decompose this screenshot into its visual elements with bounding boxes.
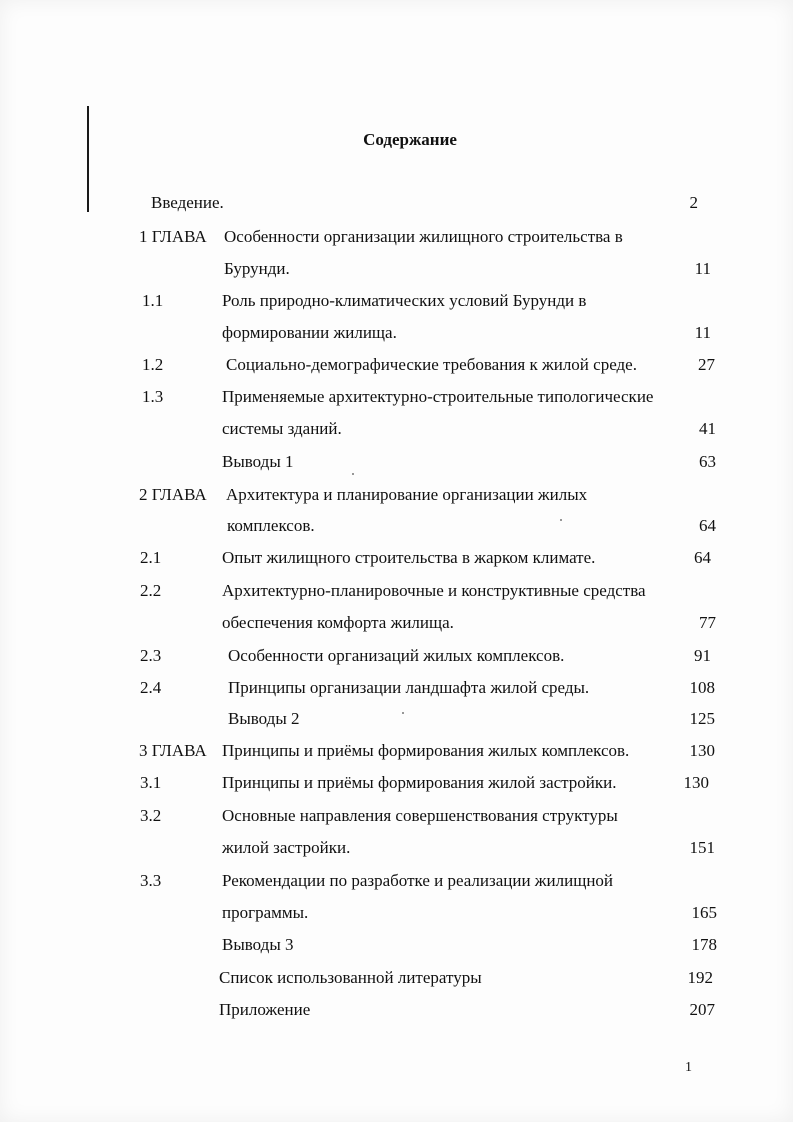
toc-entry — [0, 190, 793, 216]
toc-entry-page: 125 — [689, 709, 715, 728]
toc-entry — [0, 675, 793, 701]
toc-entry-title: формировании жилища. — [222, 323, 397, 342]
toc-entry-number: 2.1 — [140, 548, 162, 567]
toc-entry — [0, 610, 793, 636]
toc-entry — [0, 643, 793, 669]
toc-entry-page: 27 — [698, 355, 715, 374]
toc-entry-page: 151 — [689, 838, 715, 857]
toc-entry-page: 11 — [694, 259, 711, 278]
toc-entry-title: Выводы 1 — [222, 452, 294, 471]
toc-entry-title: Приложение — [219, 1000, 311, 1019]
toc-entry — [0, 803, 793, 829]
toc-entry — [0, 224, 793, 250]
toc-entry — [0, 416, 793, 442]
toc-entry-title: Особенности организаций жилых комплексов. — [228, 646, 565, 665]
toc-entry-title: системы зданий. — [222, 419, 342, 438]
toc-entry-title: Список использованной литературы — [219, 968, 482, 987]
toc-entry — [0, 770, 793, 796]
page-title: Содержание — [363, 130, 457, 149]
toc-entry-page: 130 — [689, 741, 715, 760]
toc-entry-number: 3 ГЛАВА — [139, 741, 207, 760]
toc-entry-page: 178 — [691, 935, 717, 954]
page-number: 1 — [685, 1060, 692, 1075]
toc-entry-title: комплексов. — [227, 516, 315, 535]
toc-entry — [0, 449, 793, 475]
toc-entry — [0, 900, 793, 926]
toc-entry-title: Выводы 3 — [222, 935, 294, 954]
toc-entry — [0, 706, 793, 732]
toc-entry-number: 2.4 — [140, 678, 162, 697]
toc-entry — [0, 738, 793, 764]
toc-entry-title: программы. — [222, 903, 309, 922]
toc-entry — [0, 320, 793, 346]
toc-entry-page: 41 — [699, 419, 716, 438]
toc-entry-page: 64 — [699, 516, 716, 535]
toc-entry-number: 1 ГЛАВА — [139, 227, 207, 246]
toc-entry-number: 2 ГЛАВА — [139, 485, 207, 504]
toc-entry-title: Принципы организации ландшафта жилой среды. — [228, 678, 590, 697]
toc-entry-number: 1.3 — [142, 387, 164, 406]
toc-entry-number: 1.2 — [142, 355, 164, 374]
toc-entry — [0, 932, 793, 958]
toc-entry-number: 3.3 — [140, 871, 162, 890]
toc-entry — [0, 997, 793, 1023]
toc-entry — [0, 578, 793, 604]
toc-entry-page: 2 — [689, 193, 698, 212]
toc-entry-number: 2.2 — [140, 581, 162, 600]
toc-entry — [0, 965, 793, 991]
toc-entry-title: Рекомендации по разработке и реализации жилищной — [222, 871, 614, 890]
toc-entry-title: Принципы и приёмы формирования жилой застройки. — [222, 773, 617, 792]
toc-entry — [0, 513, 793, 539]
toc-entry — [0, 835, 793, 861]
toc-entry-title: Применяемые архитектурно-строительные типологические — [222, 387, 654, 406]
toc-entry — [0, 868, 793, 894]
toc-entry-title: Роль природно-климатических условий Бурунди в — [222, 291, 587, 310]
toc-entry-title: жилой застройки. — [222, 838, 351, 857]
toc-entry-number: 2.3 — [140, 646, 162, 665]
toc-entry-title: Введение. — [151, 193, 224, 212]
toc-entry-number: 3.1 — [140, 773, 162, 792]
toc-entry-number: 3.2 — [140, 806, 162, 825]
toc-entry-title: Архитектурно-планировочные и конструктивные средства — [222, 581, 646, 600]
toc-entry-title: Принципы и приёмы формирования жилых комплексов. — [222, 741, 630, 760]
toc-entry-page: 192 — [687, 968, 713, 987]
toc-entry-page: 130 — [683, 773, 709, 792]
toc-entry-page: 165 — [691, 903, 717, 922]
toc-entry-title: Бурунди. — [224, 259, 290, 278]
toc-entry — [0, 384, 793, 410]
toc-entry-title: Архитектура и планирование организации жилых — [226, 485, 588, 504]
toc-entry-page: 91 — [694, 646, 711, 665]
toc-entry-title: Социально-демографические требования к жилой среде. — [226, 355, 637, 374]
toc-entry-number: 1.1 — [142, 291, 164, 310]
toc-entry-page: 108 — [689, 678, 715, 697]
toc-entry-page: 77 — [699, 613, 716, 632]
toc-entry-title: Основные направления совершенствования структуры — [222, 806, 618, 825]
toc-entry-page: 11 — [694, 323, 711, 342]
toc-entry — [0, 288, 793, 314]
toc-entry-page: 64 — [694, 548, 711, 567]
toc-entry — [0, 352, 793, 378]
toc-entry — [0, 545, 793, 571]
toc-entry-page: 63 — [699, 452, 716, 471]
toc-entry-title: обеспечения комфорта жилища. — [222, 613, 454, 632]
toc-entry-title: Особенности организации жилищного строительства в — [224, 227, 623, 246]
toc-entry-title: Выводы 2 — [228, 709, 300, 728]
toc-entry-title: Опыт жилищного строительства в жарком климате. — [222, 548, 596, 567]
toc-entry — [0, 256, 793, 282]
toc-entry — [0, 482, 793, 508]
toc-entry-page: 207 — [689, 1000, 715, 1019]
